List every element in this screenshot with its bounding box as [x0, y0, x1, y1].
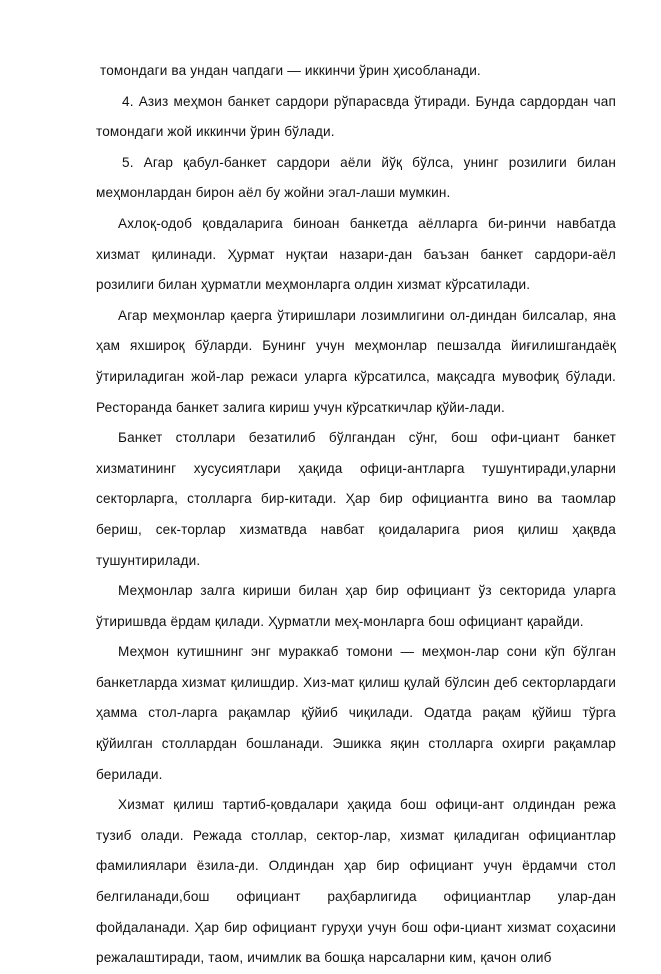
list-item-5: 5. Агар қабул-банкет сардори аёли йўқ бўлса, унинг розилиги билан меҳмонлардан бирон аёл бу жойни эгал-лаши мумкин.	[96, 154, 616, 201]
paragraph-head-waiter-briefing: Банкет столлари безатилиб бўлгандан сўнг, бош офи-циант банкет хизматининг хусусиятлари ҳақида офици-антларга тушунтиради,уларни секторларга, столларга бир-китади. Ҳар бир официантга вино ва таомлар бериш, сек-торлар хизматвда навбат қоидаларига риоя қилиш ҳақвда тушунтирилади.	[96, 430, 616, 568]
paragraph-table-numbering: Меҳмон кутишнинг энг мураккаб томони — меҳмон-лар сони кўп бўлган банкетларда хизмат қилишдир. Хиз-мат қилиш қулай бўлсин деб секторлардаги ҳамма стол-ларга рақамлар қўйиб чиқилади. Одатда рақам қўйиш тўрга қўйилган столлардан бошланади. Эшикка яқин столларга охирги рақамлар берилади.	[96, 644, 616, 782]
paragraph-guest-seating: Меҳмонлар залга кириши билан ҳар бир официант ўз секторида уларга ўтиришвда ёрдам қилади. Ҳурматли меҳ-монларга бош официант қарайди.	[96, 583, 616, 629]
document-page	[96, 56, 616, 974]
paragraph-women-first: Ахлоқ-одоб қовдаларига биноан банкетда аёлларга би-ринчи навбатда хизмат қилинади. Ҳурмат нуқтаи назари-дан баъзан банкет сардори-аёл розилиги билан ҳурматли меҳмонларга олдин хизмат кўрсатилади.	[96, 215, 616, 293]
paragraph-seating-plan: Агар меҳмонлар қаерга ўтиришлари лозимлигини ол-диндан билсалар, яна ҳам яхшироқ бўларди. Бунинг учун меҳмонлар пешзалда йиғилишгандаёқ ўтириладиган жой-лар режаси уларга кўрсатилса, мақсадга мувофиқ бўлади. Ресторанда банкет залига кириш учун кўрсаткичлар қўйи-лади.	[96, 307, 616, 415]
paragraph-service-plan: Хизмат қилиш тартиб-қовдалари ҳақида бош офици-ант олдиндан режа тузиб олади. Режада столлар, сектор-лар, хизмат қиладиган официантлар фамилиялари ёзила-ди. Олдиндан ҳар бир официант учун ёрдамчи стол белгиланади,бош официант раҳбарлигида официантлар улар-дан фойдаланади. Ҳар бир официант гуруҳи учун бош офи-циант хизмат соҳасини режалаштиради, таом, ичимлик ва бошқа нарсаларни ким, қачон олиб	[96, 797, 616, 966]
paragraph-continuation: томондаги ва ундан чапдаги — иккинчи ўрин ҳисобланади.	[100, 63, 481, 78]
list-item-4: 4. Азиз меҳмон банкет сардори рўпарасвда ўтиради. Бунда сардордан чап томондаги жой иккинчи ўрин бўлади.	[96, 93, 616, 140]
